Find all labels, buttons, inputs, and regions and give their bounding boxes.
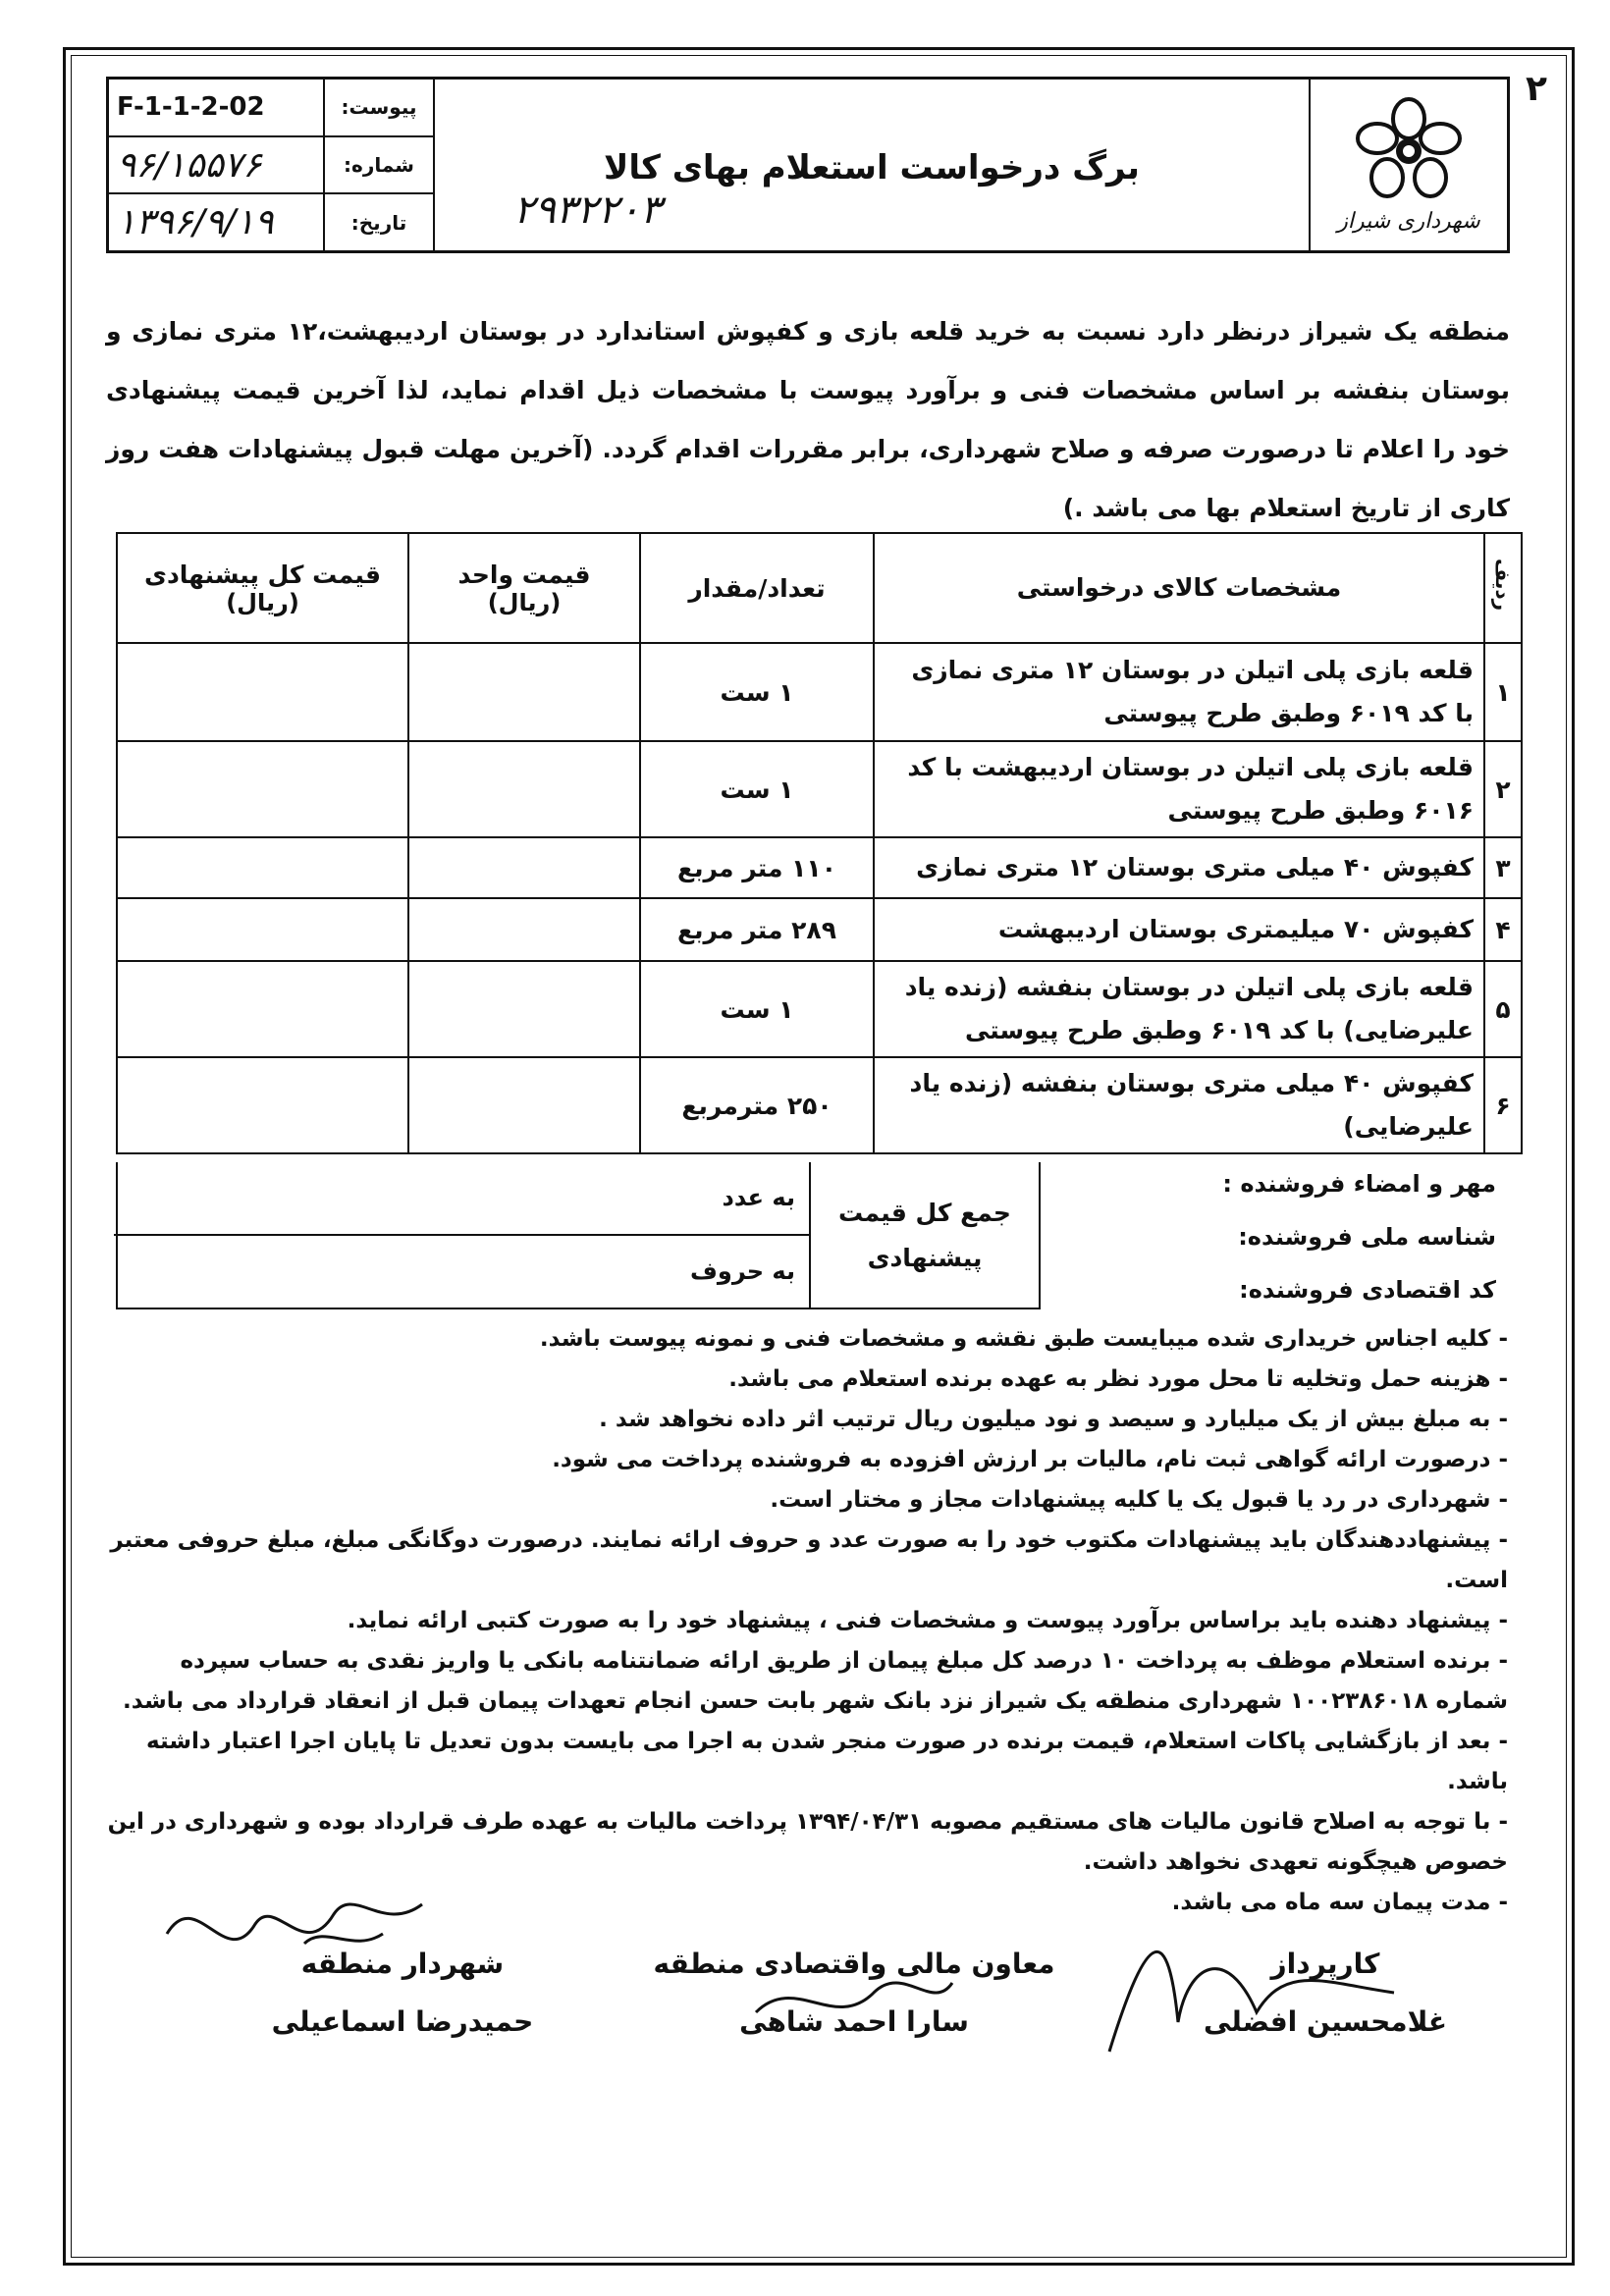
row-total-price [117, 741, 408, 837]
unit-price-currency: (ریال) [487, 588, 562, 616]
in-digits-label: به عدد [722, 1184, 795, 1211]
row-unit-price [408, 898, 640, 961]
seller-info [1041, 1162, 1502, 1309]
row-unit-price [408, 741, 640, 837]
header-index: ردیف [1484, 533, 1522, 643]
list-item: - برنده استعلام موظف به پرداخت ۱۰ درصد کل مبلغ پیمان از طریق ارائه ضمانتنامه بانکی یا واریز نقدی به حساب سپرده شماره ۱۰۰۲۳۸۶۰۱۸ شهرداری منطقه یک شیراز نزد بانک شهر بابت حسن انجام تعهدات پیمان قبل از انعقاد قرارداد می باشد. [123, 1648, 1508, 1714]
signer-name: سارا احمد شاهی [739, 2005, 969, 2038]
table-row [117, 961, 1522, 1057]
list-item: - به مبلغ بیش از یک میلیارد و سیصد و نود میلیون ریال ترتیب اثر داده نخواهد شد . [599, 1407, 1508, 1432]
list-item: - هزینه حمل وتخلیه تا محل مورد نظر به عهده برنده استعلام می باشد. [728, 1366, 1508, 1392]
items-table [116, 532, 1523, 1154]
logo-caption: شهرداری شیراز [1337, 208, 1480, 234]
letter-number-value: ۹۶/۱۵۵۷۶ [109, 137, 323, 195]
row-description: کفپوش ۷۰ میلیمتری بوستان اردیبهشت [874, 898, 1484, 961]
list-item: - درصورت ارائه گواهی ثبت نام، مالیات بر ارزش افزوده به فروشنده پرداخت می شود. [552, 1447, 1508, 1472]
signer-role: کارپرداز [1270, 1948, 1380, 1980]
flower-logo-icon [1350, 97, 1468, 205]
municipality-logo [1311, 80, 1507, 250]
header-labels [325, 80, 435, 250]
row-index: ۳ [1484, 837, 1522, 898]
number-label: شماره: [325, 137, 433, 195]
row-unit-price [408, 961, 640, 1057]
signer-name: حمیدرضا اسماعیلی [271, 2005, 534, 2038]
handwritten-reference: ۲۹۳۲۲۰۳ [513, 187, 662, 233]
row-total-price [117, 643, 408, 741]
row-description: کفپوش ۴۰ میلی متری بوستان ۱۲ متری نمازی [874, 837, 1484, 898]
row-total-price [117, 837, 408, 898]
seller-economic-code-label: کد اقتصادی فروشنده: [1239, 1276, 1496, 1304]
row-description: قلعه بازی پلی اتیلن در بوستان ۱۲ متری نمازی با کد ۶۰۱۹ وطبق طرح پیوستی [874, 643, 1484, 741]
signer-name: غلامحسین افضلی [1203, 2005, 1448, 2038]
terms-list [106, 1319, 1510, 1923]
form-code-column [109, 80, 325, 250]
table-header-row [117, 533, 1522, 643]
row-quantity: ۱ ست [640, 741, 874, 837]
total-in-words-field[interactable] [114, 1236, 809, 1309]
title-cell [435, 80, 1311, 250]
list-item: - بعد از بازگشایی پاکات استعلام، قیمت برنده در صورت منجر شدن به اجرا می بایست بدون تعدیل تا پایان اجرا اعتبار داشته باشد. [146, 1729, 1508, 1794]
letter-date-value: ۱۳۹۶/۹/۱۹ [117, 202, 274, 243]
signer-role: شهردار منطقه [300, 1948, 505, 1980]
total-in-digits-field[interactable] [114, 1162, 809, 1236]
list-item: - کلیه اجناس خریداری شده میبایست طبق نقشه و مشخصات فنی و نمونه پیوست باشد. [539, 1326, 1508, 1352]
attachment-label: پیوست: [325, 80, 433, 137]
row-description: کفپوش ۴۰ میلی متری بوستان بنفشه (زنده یاد علیرضایی) [874, 1057, 1484, 1153]
page-title: برگ درخواست استعلام بهای کالا [604, 148, 1140, 187]
row-index: ۴ [1484, 898, 1522, 961]
row-index: ۱ [1484, 643, 1522, 741]
total-price-currency: (ریال) [226, 588, 299, 616]
row-quantity: ۲۵۰ مترمربع [640, 1057, 874, 1153]
row-unit-price [408, 1057, 640, 1153]
row-description: قلعه بازی پلی اتیلن در بوستان اردیبهشت با کد ۶۰۱۶ وطبق طرح پیوستی [874, 741, 1484, 837]
unit-price-label: قیمت واحد [457, 560, 591, 589]
signer-finance-deputy [648, 1948, 1060, 2038]
row-unit-price [408, 643, 640, 741]
table-row [117, 898, 1522, 961]
total-price-label: قیمت کل پیشنهادی [144, 560, 381, 589]
list-item: - پیشنهاد دهنده باید براساس برآورد پیوست و مشخصات فنی ، پیشنهاد خود را به صورت کتبی ارائه نماید. [347, 1608, 1508, 1633]
table-row [117, 1057, 1522, 1153]
table-row [117, 837, 1522, 898]
header-unit-price [408, 533, 640, 643]
list-item: - مدت پیمان سه ماه می باشد. [1171, 1890, 1508, 1915]
table-row [117, 741, 1522, 837]
row-unit-price [408, 837, 640, 898]
date-label: تاریخ: [350, 210, 407, 235]
signer-role: معاون مالی واقتصادی منطقه [653, 1948, 1055, 1980]
signer-procurement [1178, 1948, 1473, 2038]
list-item: - پیشنهاددهندگان باید پیشنهادات مکتوب خود را به صورت عدد و حروف ارائه نمایند. درصورت دوگانگی مبلغ، مبلغ حروفی معتبر است. [110, 1527, 1508, 1593]
list-item: - شهرداری در رد یا قبول یک یا کلیه پیشنهادات مجاز و مختار است. [770, 1487, 1508, 1513]
in-words-label: به حروف [690, 1257, 795, 1285]
intro-paragraph: منطقه یک شیراز درنظر دارد نسبت به خرید قلعه بازی و کفپوش استاندارد در بوستان اردیبهشت،۱۲ متری نمازی و بوستان بنفشه بر اساس مشخصات فنی و برآورد پیوست با مشخصات ذیل اقدام نماید، لذا آخرین قیمت پیشنهادی خود را اعلام تا درصورت صرفه و صلاح شهرداری، برابر مقررات اقدام گردد. (آخرین مهلت قبول پیشنهادات هفت روز کاری از تاریخ استعلام بها می باشد .) [106, 317, 1510, 522]
form-header [106, 77, 1510, 253]
list-item: - با توجه به اصلاح قانون مالیات های مستقیم مصوبه ۱۳۹۴/۰۴/۳۱ پرداخت مالیات به عهده طرف قرارداد بوده و شهرداری در این خصوص هیچگونه تعهدی نخواهد داشت. [107, 1809, 1508, 1875]
row-description: قلعه بازی پلی اتیلن در بوستان بنفشه (زنده یاد علیرضایی) با کد ۶۰۱۹ وطبق طرح پیوستی [874, 961, 1484, 1057]
row-index: ۵ [1484, 961, 1522, 1057]
total-summary-box [116, 1162, 1041, 1309]
row-total-price [117, 1057, 408, 1153]
table-row [117, 643, 1522, 741]
total-summary-title: جمع کل قیمت پیشنهادی [809, 1162, 1039, 1309]
seller-summary-block [116, 1162, 1502, 1309]
header-total-price [117, 533, 408, 643]
seller-stamp-signature-label: مهر و امضاء فروشنده : [1222, 1170, 1496, 1198]
row-quantity: ۱ ست [640, 643, 874, 741]
signer-district-mayor [255, 1948, 550, 2038]
header-description: مشخصات کالای درخواستی [874, 533, 1484, 643]
header-quantity: تعداد/مقدار [640, 533, 874, 643]
row-total-price [117, 898, 408, 961]
row-index: ۶ [1484, 1057, 1522, 1153]
row-index: ۲ [1484, 741, 1522, 837]
row-total-price [117, 961, 408, 1057]
row-quantity: ۲۸۹ متر مربع [640, 898, 874, 961]
corner-mark: ۲ [1526, 69, 1547, 109]
seller-national-id-label: شناسه ملی فروشنده: [1238, 1223, 1496, 1251]
row-quantity: ۱ ست [640, 961, 874, 1057]
form-code: F-1-1-2-02 [109, 80, 323, 137]
row-quantity: ۱۱۰ متر مربع [640, 837, 874, 898]
